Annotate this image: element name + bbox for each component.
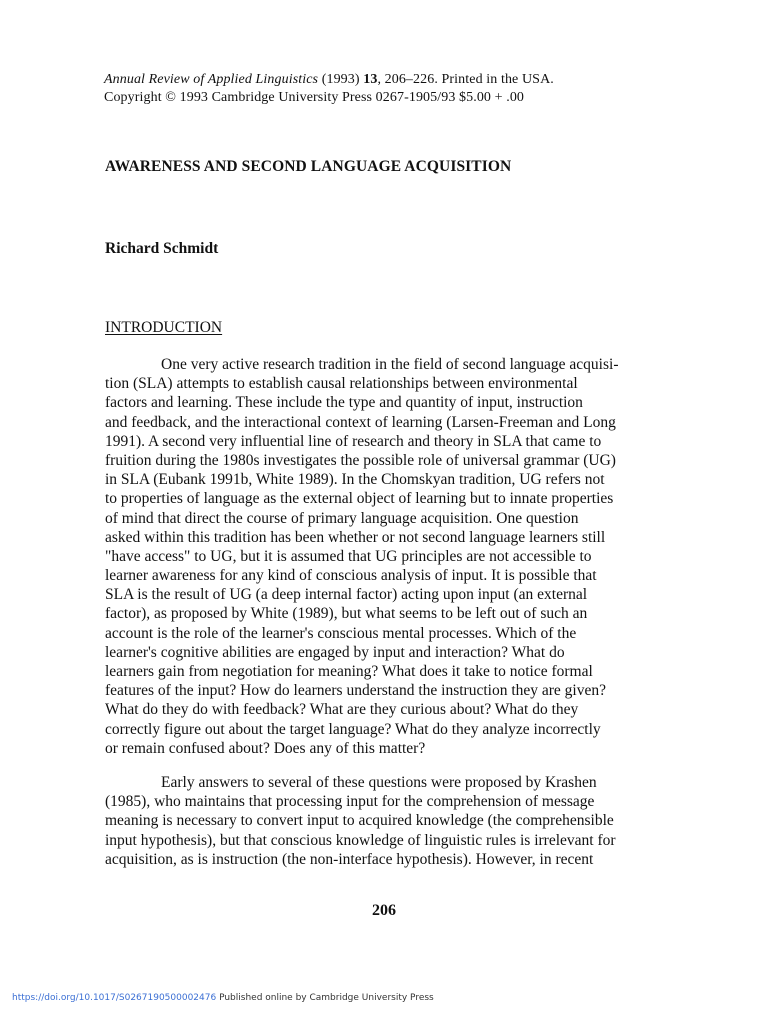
text-line: correctly figure out about the target language? What do they analyze incorrectly <box>105 720 601 738</box>
text-line: meaning is necessary to convert input to acquired knowledge (the comprehensible <box>105 812 614 830</box>
text-line: features of the input? How do learners understand the instruction they are given? <box>105 682 606 700</box>
citation-header <box>104 71 664 107</box>
citation-line <box>104 71 664 89</box>
citation-pages: , 206–226. Printed in the USA. <box>377 72 554 87</box>
text-line: What do they do with feedback? What are they curious about? What do they <box>105 701 579 719</box>
text-line: SLA is the result of UG (a deep internal factor) acting upon input (an external <box>105 586 588 604</box>
text-line: learner's cognitive abilities are engaged by input and interaction? What do <box>105 643 565 661</box>
text-line: learner awareness for any kind of conscious analysis of input. It is possible that <box>105 567 597 585</box>
text-line: factor), as proposed by White (1989), but what seems to be left out of such an <box>105 605 588 623</box>
text-line: to properties of language as the external object of learning but to innate properties <box>105 490 614 508</box>
text-line: or remain confused about? Does any of this matter? <box>105 739 426 757</box>
text-line: and feedback, and the interactional context of learning (Larsen-Freeman and Long <box>105 413 616 431</box>
text-line: One very active research tradition in the field of second language acquisi- <box>161 356 619 373</box>
article-title: AWARENESS AND SECOND LANGUAGE ACQUISITION <box>105 158 512 175</box>
text-line: asked within this tradition has been whether or not second language learners still <box>105 528 606 546</box>
text-line: acquisition, as is instruction (the non-interface hypothesis). However, in recent <box>105 850 594 868</box>
footer <box>12 993 434 1003</box>
page-number: 206 <box>372 902 396 919</box>
text-line: Early answers to several of these questions were proposed by Krashen <box>161 774 597 791</box>
text-line: account is the role of the learner's conscious mental processes. Which of the <box>105 624 577 642</box>
text-line: input hypothesis), but that conscious knowledge of linguistic rules is irrelevant for <box>105 831 616 849</box>
text-line: "have access" to UG, but it is assumed that UG principles are not accessible to <box>105 547 592 565</box>
text-line: factors and learning. These include the type and quantity of input, instruction <box>105 394 583 412</box>
citation-volume: 13 <box>363 72 378 87</box>
published-online-text: Published online by Cambridge University Press <box>216 993 434 1003</box>
text-line: (1985), who maintains that processing input for the comprehension of message <box>105 793 595 811</box>
citation-year: (1993) <box>318 72 364 87</box>
copyright-line: Copyright © 1993 Cambridge University Press 0267-1905/93 $5.00 + .00 <box>104 90 525 105</box>
text-line: learners gain from negotiation for meaning? What does it take to notice formal <box>105 663 593 680</box>
paragraph-1 <box>105 355 665 758</box>
text-line: of mind that direct the course of primary language acquisition. One question <box>105 509 579 527</box>
journal-name: Annual Review of Applied Linguistics <box>104 72 319 87</box>
doi-link[interactable]: https://doi.org/10.1017/S0267190500002476 <box>12 993 217 1003</box>
author-name: Richard Schmidt <box>105 240 219 257</box>
text-line: fruition during the 1980s investigates the possible role of universal grammar (UG) <box>105 451 616 469</box>
paragraph-2 <box>105 773 665 869</box>
text-line: 1991). A second very influential line of research and theory in SLA that came to <box>105 432 602 450</box>
text-line: in SLA (Eubank 1991b, White 1989). In the Chomskyan tradition, UG refers not <box>105 471 605 489</box>
text-line: tion (SLA) attempts to establish causal relationships between environmental <box>105 375 578 393</box>
section-heading: INTRODUCTION <box>105 319 223 336</box>
